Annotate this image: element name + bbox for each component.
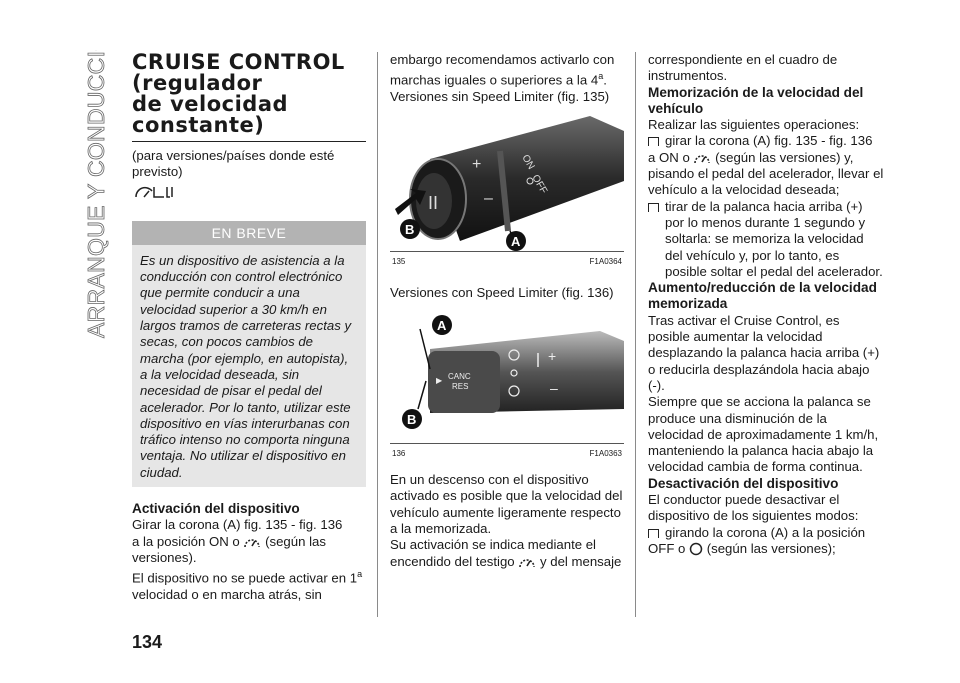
increase-heading: Aumento/reducción de la velocidad memorizada [648, 280, 877, 312]
superscript: a [357, 569, 363, 580]
fig136-label-a: A [437, 317, 447, 333]
text: y del mensaje [540, 553, 622, 569]
text: (según las versiones); [706, 540, 836, 556]
subtitle: (para versiones/países donde esté previsto) [132, 148, 335, 180]
superscript: a [598, 71, 604, 82]
title-line: (regulador [132, 71, 263, 95]
summary-body: Es un dispositivo de asistencia a la conducción con control electrónico que permite conducir a una velocidad superior a 30 km/h en largos tramos de carreteras rectas y secas, con pocos cambios de marcha (por ejemplo, en autopista), a la velocidad deseada, sin necesidad de pisar el pedal del acelerador. Por lo tanto, utilizar este dispositivo en vías interurbanas con tráfico intenso no comporta ninguna ventaja. No utilizar el dispositivo en ciudad. [140, 252, 352, 480]
text: tirar de la palanca hacia arriba (+) por lo menos durante 1 segundo y soltarla: se memoriza la velocidad del vehículo y, por lo tanto, es posible soltar el pedal del acelerador. [665, 198, 883, 279]
figure-number: 136 [392, 448, 406, 458]
page-number: 134 [132, 632, 163, 652]
column-2 [390, 52, 624, 570]
column-divider [377, 52, 378, 617]
memorization-p: Realizar las siguientes operaciones: [648, 117, 860, 133]
figure-code: F1A0364 [589, 257, 622, 267]
list-item [648, 199, 884, 280]
fig135-label: Versiones sin Speed Limiter (fig. 135) [390, 88, 610, 104]
figure-number: 135 [392, 257, 406, 267]
list-item [648, 525, 884, 541]
col3-p1: correspondiente en el cuadro de instrumentos. [648, 52, 838, 84]
speedometer-icon [518, 555, 536, 569]
text: a ON o [648, 149, 690, 165]
fig135-on-label: ON [519, 153, 537, 172]
section-side-tab [82, 50, 112, 340]
fig136-label-b: B [407, 411, 417, 427]
activation-heading: Activación del dispositivo [132, 501, 300, 517]
fig135-off-label: OFF [529, 173, 549, 197]
speedometer-icon [693, 151, 711, 165]
text: El dispositivo no se puede activar en 1 [132, 570, 358, 586]
increase-p: Tras activar el Cruise Control, es posible aumentar la velocidad desplazando la palanca hacia arriba (+) o reducirla desplazándola hacia abajo (-). [648, 312, 880, 393]
column-1 [132, 52, 366, 603]
svg-text:+: + [472, 156, 482, 174]
bullet-icon [648, 529, 659, 538]
text: OFF o [648, 540, 686, 556]
cruise-control-icon [132, 183, 366, 205]
title-line: de velocidad [132, 92, 289, 116]
fig135-label-b: B [405, 222, 415, 238]
section-side-tab-text: ARRANQUE Y CONDUCCIÓN [83, 50, 109, 338]
activation-p1: Girar la corona (A) fig. 135 - fig. 136 [132, 517, 343, 533]
column-3 [648, 52, 884, 557]
svg-text:–: – [484, 190, 493, 208]
text: Su activación se indica mediante el encendido del testigo [390, 537, 596, 569]
text: embargo recomendamos activarlo con marchas iguales o superiores a la 4 [390, 52, 615, 88]
col2-p1 [390, 52, 624, 89]
speedometer-icon [243, 535, 261, 549]
memorization-heading: Memorización de la velocidad del vehículo [648, 84, 864, 116]
activation-p2 [132, 534, 366, 567]
text: (según las versiones). [132, 533, 326, 565]
bullet-icon [648, 203, 659, 212]
fig136-label: Versiones con Speed Limiter (fig. 136) [390, 284, 614, 300]
title-line: CRUISE CONTROL [132, 50, 345, 74]
figure-code: F1A0363 [589, 448, 622, 458]
text: (según las versiones) y, pisando el pedal del acelerador, llevar el vehículo a la velocidad deseada; [648, 149, 884, 198]
col2-p2: En un descenso con el dispositivo activado es posible que la velocidad del vehículo aumente ligeramente respecto a la memorizada. [390, 472, 623, 537]
list-item-continued [648, 541, 884, 557]
col2-p3 [390, 537, 624, 570]
fig136-res-label: RES [452, 381, 469, 391]
text: girar la corona (A) fig. 135 - fig. 136 [665, 133, 873, 149]
summary-box [132, 221, 366, 487]
deactivation-heading: Desactivación del dispositivo [648, 475, 839, 491]
figure-135 [390, 111, 624, 270]
fig136-caption [390, 443, 624, 462]
fig135-caption [390, 251, 624, 270]
activation-p3 [132, 566, 366, 603]
svg-text:–: – [550, 379, 558, 396]
text: velocidad o en marcha atrás, sin [132, 586, 322, 602]
off-circle-icon [689, 542, 703, 556]
figure-136 [390, 309, 624, 462]
list-item [648, 133, 884, 149]
column-divider [635, 52, 636, 617]
svg-text:II: II [428, 193, 439, 214]
fig135-label-a: A [511, 234, 521, 250]
svg-text:▶: ▶ [436, 375, 443, 385]
page-title [132, 52, 366, 142]
text: . [603, 72, 607, 88]
summary-heading: EN BREVE [132, 221, 366, 245]
deactivation-p: El conductor puede desactivar el dispositivo de los siguientes modos: [648, 492, 859, 524]
text: a la posición ON o [132, 533, 240, 549]
text: girando la corona (A) a la posición [665, 524, 866, 540]
fig136-canc-label: CANC [448, 371, 471, 381]
title-line: constante) [132, 113, 265, 137]
list-item-continued [648, 150, 884, 199]
svg-text:+: + [548, 347, 557, 364]
increase-p2: Siempre que se acciona la palanca se produce una disminución de la velocidad de aproximadamente 1 km/h, manteniendo la palanca hacia abajo la velocidad cambia de forma continua. [648, 394, 879, 475]
bullet-icon [648, 137, 659, 146]
